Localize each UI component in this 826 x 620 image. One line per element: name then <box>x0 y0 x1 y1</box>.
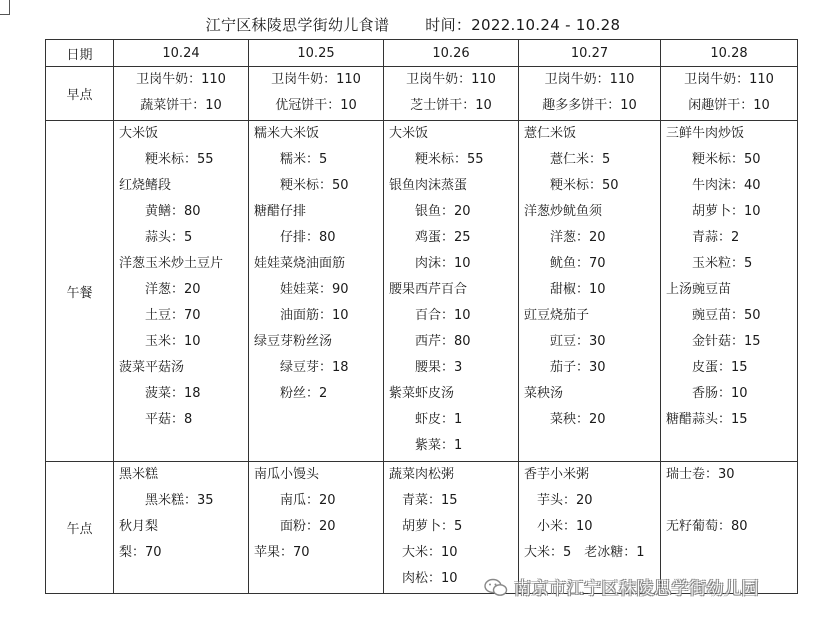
ingredient-line: 南瓜：20 <box>280 493 336 508</box>
menu-line: 卫岗牛奶：110 <box>136 72 226 87</box>
ingredient-line: 蒜头：5 <box>145 230 193 245</box>
ingredient-line: 西芹：80 <box>415 334 471 349</box>
ingredient-line: 油面筋：10 <box>280 308 349 323</box>
dish-name: 苹果：70 <box>254 545 310 560</box>
ingredient-line: 面粉：20 <box>280 519 336 534</box>
ingredient-line: 鸡蛋：25 <box>415 230 471 245</box>
ingredient-line: 绿豆芽：18 <box>280 360 349 375</box>
snack-cell <box>249 462 384 594</box>
lunch-cell <box>384 121 519 462</box>
ingredient-line: 菠菜：18 <box>145 386 201 401</box>
dish-name: 绿豆芽粉丝汤 <box>254 334 333 349</box>
dish-name: 三鲜牛肉炒饭 <box>666 126 745 141</box>
header-label: 日期 <box>46 40 114 67</box>
dish-name: 南瓜小馒头 <box>254 467 320 482</box>
ingredient-line: 紫菜：1 <box>415 438 463 453</box>
ingredient-line: 胡萝卜：5 <box>402 519 463 534</box>
lunch-row <box>46 121 798 462</box>
breakfast-cell <box>249 67 384 121</box>
ingredient-line: 金针菇：15 <box>692 334 761 349</box>
ingredient-line: 薏仁米：5 <box>550 152 611 167</box>
dish-name: 菠菜平菇汤 <box>119 360 185 375</box>
breakfast-cell <box>384 67 519 121</box>
dish-name: 银鱼肉沫蒸蛋 <box>389 178 468 193</box>
ingredient-line: 青菜：15 <box>402 493 458 508</box>
dish-name: 香芋小米粥 <box>524 467 590 482</box>
ingredient-line: 娃娃菜：90 <box>280 282 349 297</box>
title-school: 江宁区秣陵思学街幼儿食谱 <box>205 16 390 34</box>
ingredient-line: 玉米粒：5 <box>692 256 753 271</box>
header-date: 10.26 <box>384 40 519 67</box>
dish-name: 豇豆烧茄子 <box>524 308 590 323</box>
menu-line: 卫岗牛奶：110 <box>684 72 774 87</box>
menu-line: 卫岗牛奶：110 <box>406 72 496 87</box>
lunch-cell <box>661 121 798 462</box>
ingredient-line: 小米：10 <box>537 519 593 534</box>
dish-name: 娃娃菜烧油面筋 <box>254 256 346 271</box>
corner-mark <box>0 0 10 15</box>
dish-name: 薏仁米饭 <box>524 126 577 141</box>
menu-line: 芝士饼干：10 <box>410 98 492 113</box>
watermark <box>484 574 759 599</box>
ingredient-line: 粳米标：50 <box>550 178 619 193</box>
ingredient-line: 粳米标：55 <box>415 152 484 167</box>
menu-line: 卫岗牛奶：110 <box>271 72 361 87</box>
ingredient-line: 粳米标：55 <box>145 152 214 167</box>
menu-line: 优冠饼干：10 <box>275 98 357 113</box>
header-row <box>46 40 798 67</box>
header-date: 10.27 <box>519 40 661 67</box>
ingredient-line: 仔排：80 <box>280 230 336 245</box>
ingredient-line: 银鱼：20 <box>415 204 471 219</box>
menu-table <box>45 39 798 594</box>
ingredient-line: 黄鳝：80 <box>145 204 201 219</box>
ingredient-line: 青蒜：2 <box>692 230 740 245</box>
ingredient-line: 洋葱：20 <box>145 282 201 297</box>
dish-name: 瑞士卷：30 <box>666 467 735 482</box>
dish-name: 洋葱炒鱿鱼须 <box>524 204 603 219</box>
ingredient-line: 大米：10 <box>402 545 458 560</box>
dish-name: 糯米大米饭 <box>254 126 320 141</box>
breakfast-cell <box>519 67 661 121</box>
wechat-icon <box>484 578 508 598</box>
dish-name: 洋葱玉米炒土豆片 <box>119 256 224 271</box>
ingredient-line: 玉米：10 <box>145 334 201 349</box>
ingredient-line: 豇豆：30 <box>550 334 606 349</box>
ingredient-line: 牛肉沫：40 <box>692 178 761 193</box>
dish-name: 黑米糕 <box>119 467 159 482</box>
ingredient-line: 皮蛋：15 <box>692 360 748 375</box>
lunch-label: 午餐 <box>46 121 114 462</box>
ingredient-line: 粳米标：50 <box>692 152 761 167</box>
menu-line: 卫岗牛奶：110 <box>544 72 635 87</box>
menu-line: 蔬菜饼干：10 <box>140 98 222 113</box>
ingredient-line: 香肠：10 <box>692 386 748 401</box>
ingredient-line: 胡萝卜：10 <box>692 204 761 219</box>
dish-name: 大米饭 <box>119 126 159 141</box>
dish-name <box>661 488 797 514</box>
ingredient-line: 糯米：5 <box>280 152 328 167</box>
menu-line: 闲趣饼干：10 <box>688 98 770 113</box>
header-date: 10.28 <box>661 40 798 67</box>
dish-name: 秋月梨 <box>119 519 159 534</box>
watermark-text: 南京市江宁区秣陵思学街幼儿园 <box>514 579 759 599</box>
ingredient-line: 土豆：70 <box>145 308 201 323</box>
breakfast-cell <box>661 67 798 121</box>
dish-name: 糖醋蒜头：15 <box>666 412 748 427</box>
breakfast-label: 早点 <box>46 67 114 121</box>
menu-line: 趣多多饼干：10 <box>542 98 637 113</box>
ingredient-line: 菜秧：20 <box>550 412 606 427</box>
page-title <box>0 14 826 35</box>
dish-name: 红烧鳍段 <box>119 178 172 193</box>
ingredient-line: 腰果：3 <box>415 360 463 375</box>
ingredient-line: 虾皮：1 <box>415 412 463 427</box>
dish-name: 大米：5 老冰糖：1 <box>524 545 645 560</box>
title-time: 时间：2022.10.24 - 10.28 <box>425 16 621 34</box>
dish-name: 菜秧汤 <box>524 386 564 401</box>
ingredient-line: 芋头：20 <box>537 493 593 508</box>
dish-name: 糖醋仔排 <box>254 204 307 219</box>
breakfast-cell <box>114 67 249 121</box>
breakfast-row <box>46 67 798 121</box>
dish-name: 腰果西芹百合 <box>389 282 468 297</box>
header-date: 10.25 <box>249 40 384 67</box>
lunch-cell <box>114 121 249 462</box>
ingredient-line: 肉松：10 <box>402 571 458 586</box>
dish-name: 紫菜虾皮汤 <box>389 386 455 401</box>
ingredient-line: 豌豆苗：50 <box>692 308 761 323</box>
ingredient-line: 茄子：30 <box>550 360 606 375</box>
dish-name: 蔬菜肉松粥 <box>389 467 455 482</box>
snack-label: 午点 <box>46 462 114 594</box>
snack-cell <box>114 462 249 594</box>
dish-name: 上汤豌豆苗 <box>666 282 732 297</box>
header-date: 10.24 <box>114 40 249 67</box>
ingredient-line: 鱿鱼：70 <box>550 256 606 271</box>
dish-name: 无籽葡萄：80 <box>666 519 748 534</box>
ingredient-line: 平菇：8 <box>145 412 193 427</box>
ingredient-line: 肉沫：10 <box>415 256 471 271</box>
dish-name: 梨：70 <box>119 545 162 560</box>
lunch-cell <box>249 121 384 462</box>
ingredient-line: 百合：10 <box>415 308 471 323</box>
ingredient-line: 洋葱：20 <box>550 230 606 245</box>
ingredient-line: 粳米标：50 <box>280 178 349 193</box>
dish-name: 大米饭 <box>389 126 429 141</box>
ingredient-line: 甜椒：10 <box>550 282 606 297</box>
lunch-cell <box>519 121 661 462</box>
ingredient-line: 黑米糕：35 <box>145 493 214 508</box>
ingredient-line: 粉丝：2 <box>280 386 328 401</box>
